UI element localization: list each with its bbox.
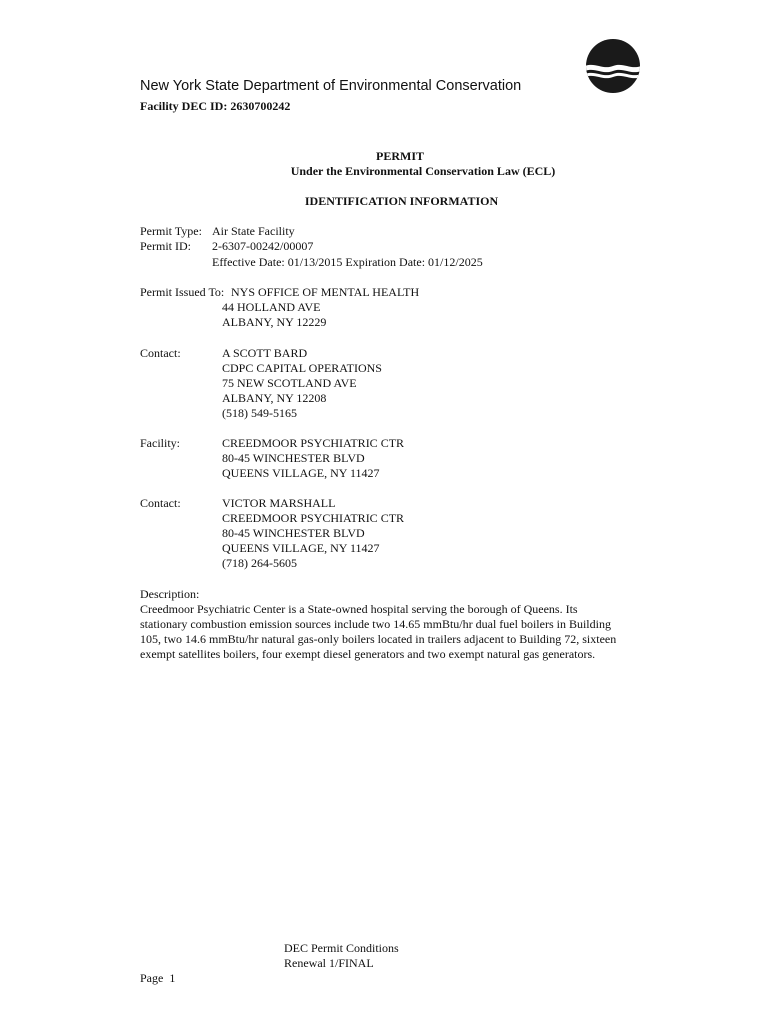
facility-block <box>222 436 404 481</box>
issued-to-address <box>222 300 326 330</box>
footer-conditions: DEC Permit Conditions <box>284 941 399 955</box>
issued-to-line: 44 HOLLAND AVE <box>222 300 321 314</box>
permit-type-value: Air State Facility <box>212 224 295 238</box>
page-number: Page 1 <box>140 971 176 985</box>
permit-subtitle: Under the Environmental Conservation Law (ECL) <box>290 164 556 178</box>
contact-line: CREEDMOOR PSYCHIATRIC CTR <box>222 511 405 525</box>
contact-line: 80-45 WINCHESTER BLVD <box>222 526 365 540</box>
contact-label: Contact: <box>140 496 181 510</box>
agency-title: New York State Department of Environmental Conservation <box>140 78 522 94</box>
contact-line: (718) 264-5605 <box>222 556 297 570</box>
permit-id-value: 2-6307-00242/00007 <box>212 239 314 253</box>
contact-line: ALBANY, NY 12208 <box>222 391 327 405</box>
permit-heading: PERMIT <box>376 149 424 163</box>
permit-dates: Effective Date: 01/13/2015 Expiration Date: 01/12/2025 <box>212 255 483 269</box>
facility-line: 80-45 WINCHESTER BLVD <box>222 451 365 465</box>
permit-id-label: Permit ID: <box>140 239 191 253</box>
contact-line: CDPC CAPITAL OPERATIONS <box>222 361 382 375</box>
facility-dec-id: Facility DEC ID: 2630700242 <box>140 99 291 113</box>
footer-renewal: Renewal 1/FINAL <box>284 956 374 970</box>
contact-block <box>222 496 404 571</box>
contact-line: (518) 549-5165 <box>222 406 297 420</box>
contact-line: QUEENS VILLAGE, NY 11427 <box>222 541 380 555</box>
issued-to-label: Permit Issued To: <box>140 285 225 299</box>
description-label: Description: <box>140 587 200 601</box>
contact-line: A SCOTT BARD <box>222 346 308 360</box>
facility-line: CREEDMOOR PSYCHIATRIC CTR <box>222 436 405 450</box>
description-text: Creedmoor Psychiatric Center is a State-owned hospital serving the borough of Queens. Its stationary combustion emission sources include two 14.65 mmBtu/hr dual fuel boilers in Building 105, two 14.6 mmBtu/hr natural gas-only boilers located in trailers adjacent to Building 72, sixteen exempt satellites boilers, four exempt diesel generators and two exempt natural gas generators. <box>140 602 617 661</box>
contact-line: VICTOR MARSHALL <box>222 496 336 510</box>
facility-label: Facility: <box>140 436 180 450</box>
contact-label: Contact: <box>140 346 181 360</box>
issued-to-block <box>231 285 419 300</box>
issued-to-line: NYS OFFICE OF MENTAL HEALTH <box>231 285 420 299</box>
issued-to-line: ALBANY, NY 12229 <box>222 315 327 329</box>
nys-dec-logo-icon <box>585 38 641 94</box>
contact-block <box>222 346 382 421</box>
permit-type-label: Permit Type: <box>140 224 202 238</box>
facility-line: QUEENS VILLAGE, NY 11427 <box>222 466 380 480</box>
contact-line: 75 NEW SCOTLAND AVE <box>222 376 357 390</box>
section-heading: IDENTIFICATION INFORMATION <box>304 194 499 208</box>
